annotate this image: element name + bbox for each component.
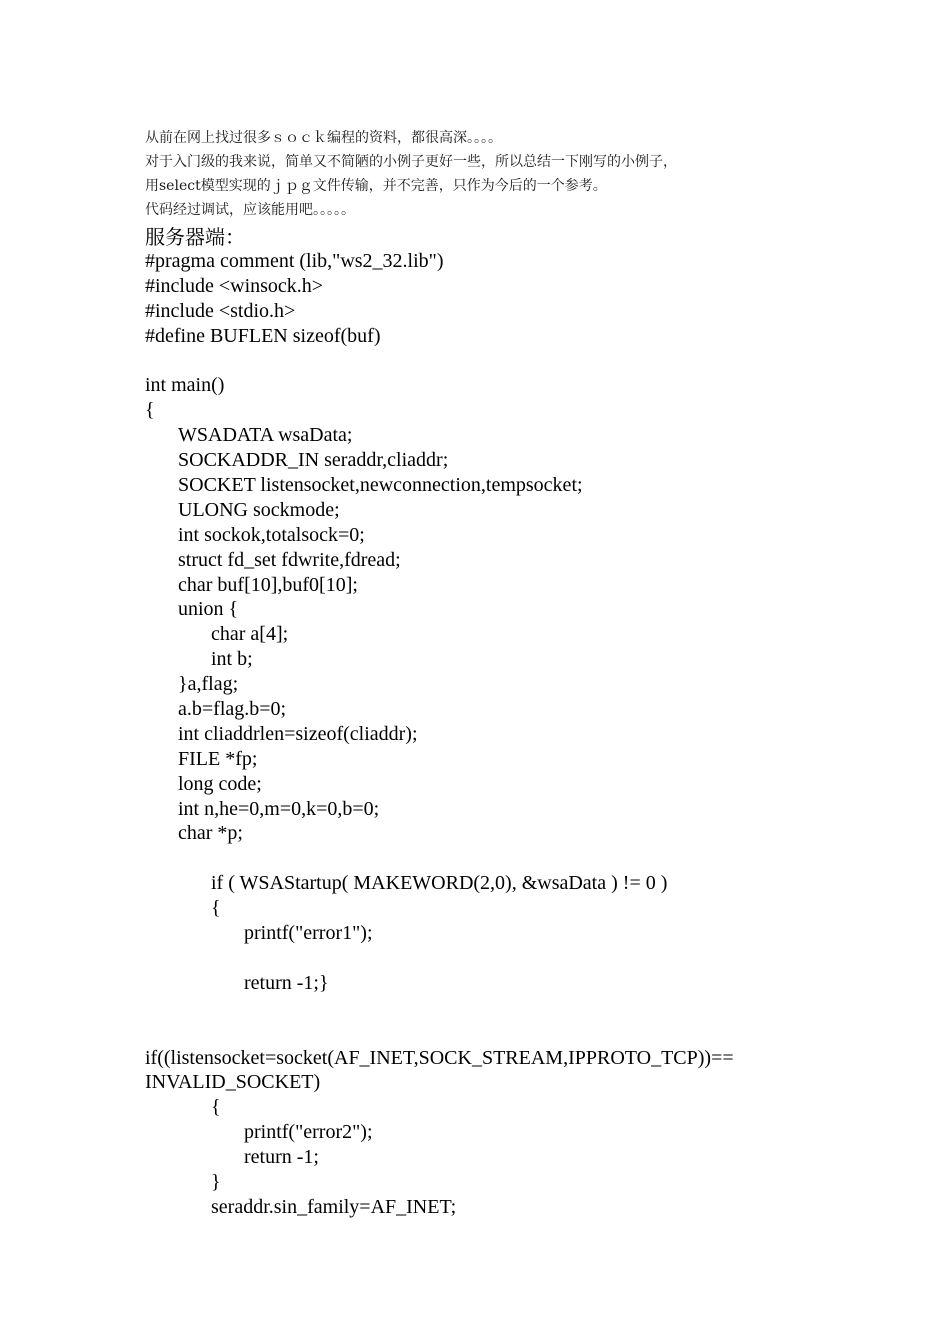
code-line: struct fd_set fdwrite,fdread; xyxy=(178,548,401,571)
code-line: WSADATA wsaData; xyxy=(178,424,353,447)
code-block xyxy=(145,249,825,1220)
code-line: #include <stdio.h> xyxy=(145,299,296,322)
code-line: a.b=flag.b=0; xyxy=(178,698,287,721)
code-line: #define BUFLEN sizeof(buf) xyxy=(145,324,381,347)
code-line: int sockok,totalsock=0; xyxy=(178,523,365,546)
blank-line xyxy=(145,349,825,374)
code-line: { xyxy=(145,399,155,422)
code-line: SOCKET listensocket,newconnection,tempsocket; xyxy=(178,474,583,497)
code-line: printf("error2"); xyxy=(244,1121,373,1144)
blank-line xyxy=(145,946,825,971)
code-line: seraddr.sin_family=AF_INET; xyxy=(211,1195,457,1218)
code-line: if ( WSAStartup( MAKEWORD(2,0), &wsaData ) != 0 ) xyxy=(211,872,668,895)
code-line: FILE *fp; xyxy=(178,747,258,770)
code-line: int n,he=0,m=0,k=0,b=0; xyxy=(178,797,380,820)
code-line: #include <winsock.h> xyxy=(145,274,324,297)
code-line: SOCKADDR_IN seraddr,cliaddr; xyxy=(178,449,449,472)
code-line: return -1;} xyxy=(244,971,329,994)
code-line: char *p; xyxy=(178,822,243,845)
blank-line xyxy=(145,1021,825,1046)
intro-line: 从前在网上找过很多ｓｏｃｋ编程的资料，都很高深。。。。 xyxy=(145,130,502,146)
intro-line: 用select模型实现的ｊｐｇ文件传输，并不完善，只作为今后的一个参考。 xyxy=(145,178,607,194)
intro-line: 代码经过调试，应该能用吧。。。。。 xyxy=(145,202,355,218)
code-line: { xyxy=(211,897,221,920)
code-line: if((listensocket=socket(AF_INET,SOCK_STREAM,IPPROTO_TCP))== xyxy=(145,1046,734,1069)
code-line: #pragma comment (lib,"ws2_32.lib") xyxy=(145,250,444,272)
code-line: }a,flag; xyxy=(178,673,239,696)
section-heading: 服务器端： xyxy=(145,225,245,249)
code-line: ULONG sockmode; xyxy=(178,498,340,521)
code-line: int b; xyxy=(211,648,253,671)
intro-line: 对于入门级的我来说，简单又不简陋的小例子更好一些，所以总结一下刚写的小例子， xyxy=(145,154,677,170)
code-line: int main() xyxy=(145,374,225,397)
code-line: printf("error1"); xyxy=(244,922,373,945)
intro-paragraph xyxy=(145,126,825,222)
code-line: char buf[10],buf0[10]; xyxy=(178,573,358,596)
code-line: return -1; xyxy=(244,1146,319,1169)
code-line: int cliaddrlen=sizeof(cliaddr); xyxy=(178,722,418,745)
code-line: INVALID_SOCKET) xyxy=(145,1071,321,1094)
code-line: long code; xyxy=(178,772,262,795)
code-line: char a[4]; xyxy=(211,623,289,646)
code-line: { xyxy=(211,1096,221,1119)
code-line: } xyxy=(211,1170,221,1193)
blank-line xyxy=(145,846,825,871)
code-line: union { xyxy=(178,598,239,621)
blank-line xyxy=(145,996,825,1021)
